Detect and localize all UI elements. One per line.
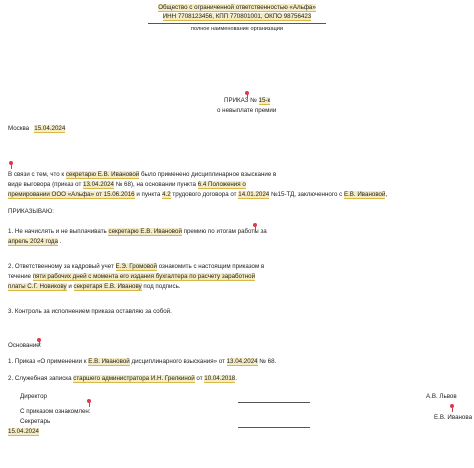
p1-highlight: 14.01.2024 (238, 191, 270, 198)
item2-line-3 (8, 283, 181, 291)
comment-marker-icon[interactable] (244, 91, 250, 99)
item1-line-1 (8, 228, 267, 236)
item2-line-1 (8, 263, 264, 271)
basis-text: № 68. (257, 358, 277, 365)
item2-line-2 (8, 273, 255, 281)
item2-text: ознакомить с настоящим приказом в (156, 263, 265, 270)
item2-text: течение (8, 273, 33, 280)
org-caption: полное наименование организации (190, 26, 284, 32)
item2-highlight: секретаря Е.В. Иванову (73, 283, 142, 290)
secretary-signature-line (238, 427, 310, 428)
order-place-date (8, 125, 65, 133)
p1-highlight: секретарю Е.В. Ивановой (65, 171, 140, 178)
p1-text: , (385, 191, 388, 198)
basis-item-2 (8, 375, 237, 383)
p1-text: виде выговора (приказ от (8, 181, 84, 188)
basis-highlight: старшего администратора И.Н. Грелкиной (73, 375, 195, 382)
secretary-date (8, 428, 39, 436)
p1-highlight: 4.2 (162, 191, 171, 198)
order-date: 15.04.2024 (34, 125, 66, 132)
p1-text: и пункта (134, 191, 163, 198)
basis-text: 1. Приказ «О применении к (8, 358, 89, 365)
org-name-text: Общество с ограниченной ответственностью «Альфа» (158, 4, 316, 11)
order-number: 15-к (258, 97, 271, 104)
director-title: Директор (20, 393, 47, 400)
p1-text: №15-ТД, заключенного с (269, 191, 344, 198)
basis-label: Основание: (8, 342, 42, 349)
basis-item-1 (8, 358, 276, 366)
acquainted-label: С приказом ознакомлен: (20, 408, 91, 415)
comment-marker-icon[interactable] (8, 161, 14, 169)
basis-highlight: Е.В. Ивановой (88, 358, 130, 365)
p1-text: было применено дисциплинарное взыскание в (139, 171, 277, 178)
item1-highlight: секретарю Е.В. Ивановой (108, 228, 182, 235)
item1-text: премию по итогам работы за (181, 228, 267, 235)
item2-text: под подпись. (141, 283, 181, 290)
basis-highlight: 10.04.2018 (204, 375, 236, 382)
item3-line: 3. Контроль за исполнением приказа оставляю за собой. (8, 308, 172, 315)
order-subtitle: о невыплате премии (217, 107, 277, 114)
comment-marker-icon[interactable] (449, 404, 455, 412)
secretary-date-text: 15.04.2024 (8, 428, 39, 435)
p1-highlight: Е.В. Ивановой (343, 191, 386, 198)
item2-text: и (66, 283, 74, 290)
item1-line-2 (8, 238, 61, 246)
item2-highlight: платы С.Г. Новикову (8, 283, 67, 290)
org-ids (0, 13, 474, 21)
comment-marker-icon[interactable] (86, 399, 92, 407)
director-signature-line (238, 402, 310, 403)
p1-highlight: 6.4 Положения о (197, 181, 246, 188)
p1-highlight: 13.04.2024 (83, 181, 114, 188)
p1-text: В связи с тем, что к (8, 171, 66, 178)
secretary-title: Секретарь (20, 418, 51, 425)
item1-highlight: апрель 2024 года (8, 238, 58, 245)
item1-text: 1. Не начислять и не выплачивать (8, 228, 109, 235)
p1-text: трудового договора от (170, 191, 239, 198)
director-name: А.В. Львов (426, 393, 457, 400)
secretary-name: Е.В. Иванова (434, 414, 473, 421)
basis-text: дисциплинарного взыскания» от (129, 358, 227, 365)
p1-line-2 (8, 181, 246, 189)
p1-highlight: премировании ООО «Альфа» от 15.06.2016 (8, 191, 135, 198)
item2-text: 2. Ответственному за кадровый учет (8, 263, 116, 270)
basis-text: от (194, 375, 205, 382)
item2-highlight: Е.Э. Громовой (115, 263, 157, 270)
item2-highlight: пяти рабочих дней с момента его издания бухгалтера по расчету заработной (32, 273, 256, 280)
order-word: ПРИКАЗЫВАЮ: (8, 208, 54, 215)
p1-text: № 68), на основании пункта (113, 181, 198, 188)
org-name (0, 4, 474, 12)
basis-highlight: 13.04.2024 (226, 358, 258, 365)
basis-text: . (235, 375, 237, 382)
p1-line-1 (8, 171, 276, 179)
item1-text: . (57, 238, 62, 245)
basis-text: 2. Служебная записка (8, 375, 74, 382)
order-title-prefix: ПРИКАЗ № (224, 97, 259, 104)
order-city: Москва (8, 125, 30, 132)
org-ids-text: ИНН 7708123456, КПП 770801001, ОКПО 98756423 (162, 13, 312, 20)
p1-line-3 (8, 191, 387, 199)
header-rule (148, 23, 326, 24)
